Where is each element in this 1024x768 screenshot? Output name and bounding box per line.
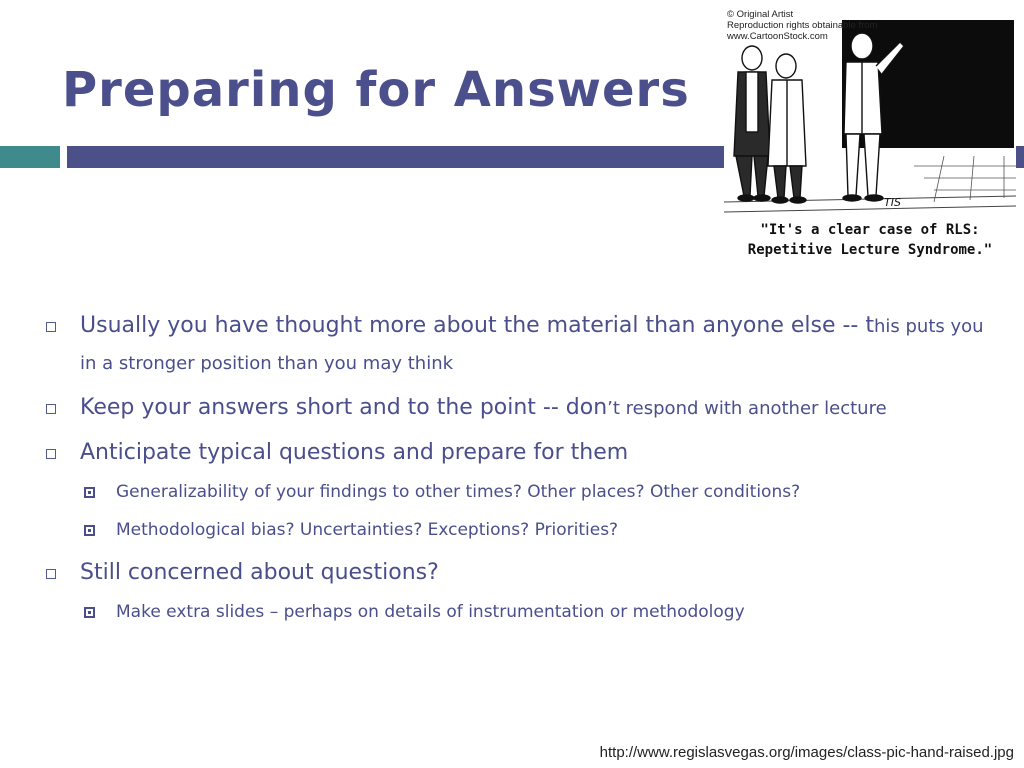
credit-line: www.CartoonStock.com: [727, 31, 828, 42]
bullet-item: [44, 308, 984, 382]
sub-bullet-text: Make extra slides – perhaps on details of instrumentation or methodology: [116, 602, 745, 622]
sub-bullet-item: [78, 479, 984, 505]
bullet-item: [44, 435, 984, 471]
hollow-square-bullet-icon: [46, 569, 56, 579]
bullet-text: Still concerned about questions?: [80, 560, 439, 585]
bullet-item: [44, 390, 984, 427]
caption-line: Repetitive Lecture Syndrome.": [747, 242, 993, 258]
filled-square-bullet-icon: [84, 487, 95, 498]
sub-bullet-item: [78, 599, 984, 625]
hollow-square-bullet-icon: [46, 322, 56, 332]
hollow-square-bullet-icon: [46, 449, 56, 459]
image-source-url: http://www.regislasvegas.org/images/class-pic-hand-raised.jpg: [599, 744, 1014, 761]
cartoon-caption: [724, 220, 1016, 260]
credit-line: © Original Artist: [727, 9, 794, 20]
cartoon-image: [724, 6, 1016, 268]
sub-bullet-text: Generalizability of your findings to other times? Other places? Other conditions?: [116, 482, 801, 502]
credit-line: Reproduction rights obtainable from: [727, 20, 878, 31]
cartoon-figure-doctor-1: [734, 46, 770, 201]
hollow-square-bullet-icon: [46, 404, 56, 414]
cartoon-credit: [727, 9, 878, 42]
bullet-text: Keep your answers short and to the point -- don: [80, 395, 608, 420]
bullet-text: Usually you have thought more about the material than anyone else -- t: [80, 313, 874, 338]
bullet-list: [44, 308, 984, 637]
bullet-item: [44, 555, 984, 591]
title-underline-bar: [67, 146, 727, 168]
filled-square-bullet-icon: [84, 525, 95, 536]
cartoon-figure-doctor-2: [768, 54, 806, 203]
cartoon-signature: TIS: [884, 196, 901, 209]
bullet-text: Anticipate typical questions and prepare for them: [80, 440, 629, 465]
bullet-text-small: his puts you in a stronger position than you may think: [80, 316, 984, 374]
filled-square-bullet-icon: [84, 607, 95, 618]
bullet-text-small: ’t respond with another lecture: [607, 398, 887, 419]
sub-bullet-text: Methodological bias? Uncertainties? Exceptions? Priorities?: [116, 520, 619, 540]
caption-line: "It's a clear case of RLS:: [760, 222, 980, 238]
slide-title: Preparing for Answers: [62, 62, 690, 118]
title-accent-bar-teal: [0, 146, 60, 168]
sub-bullet-item: [78, 517, 984, 543]
